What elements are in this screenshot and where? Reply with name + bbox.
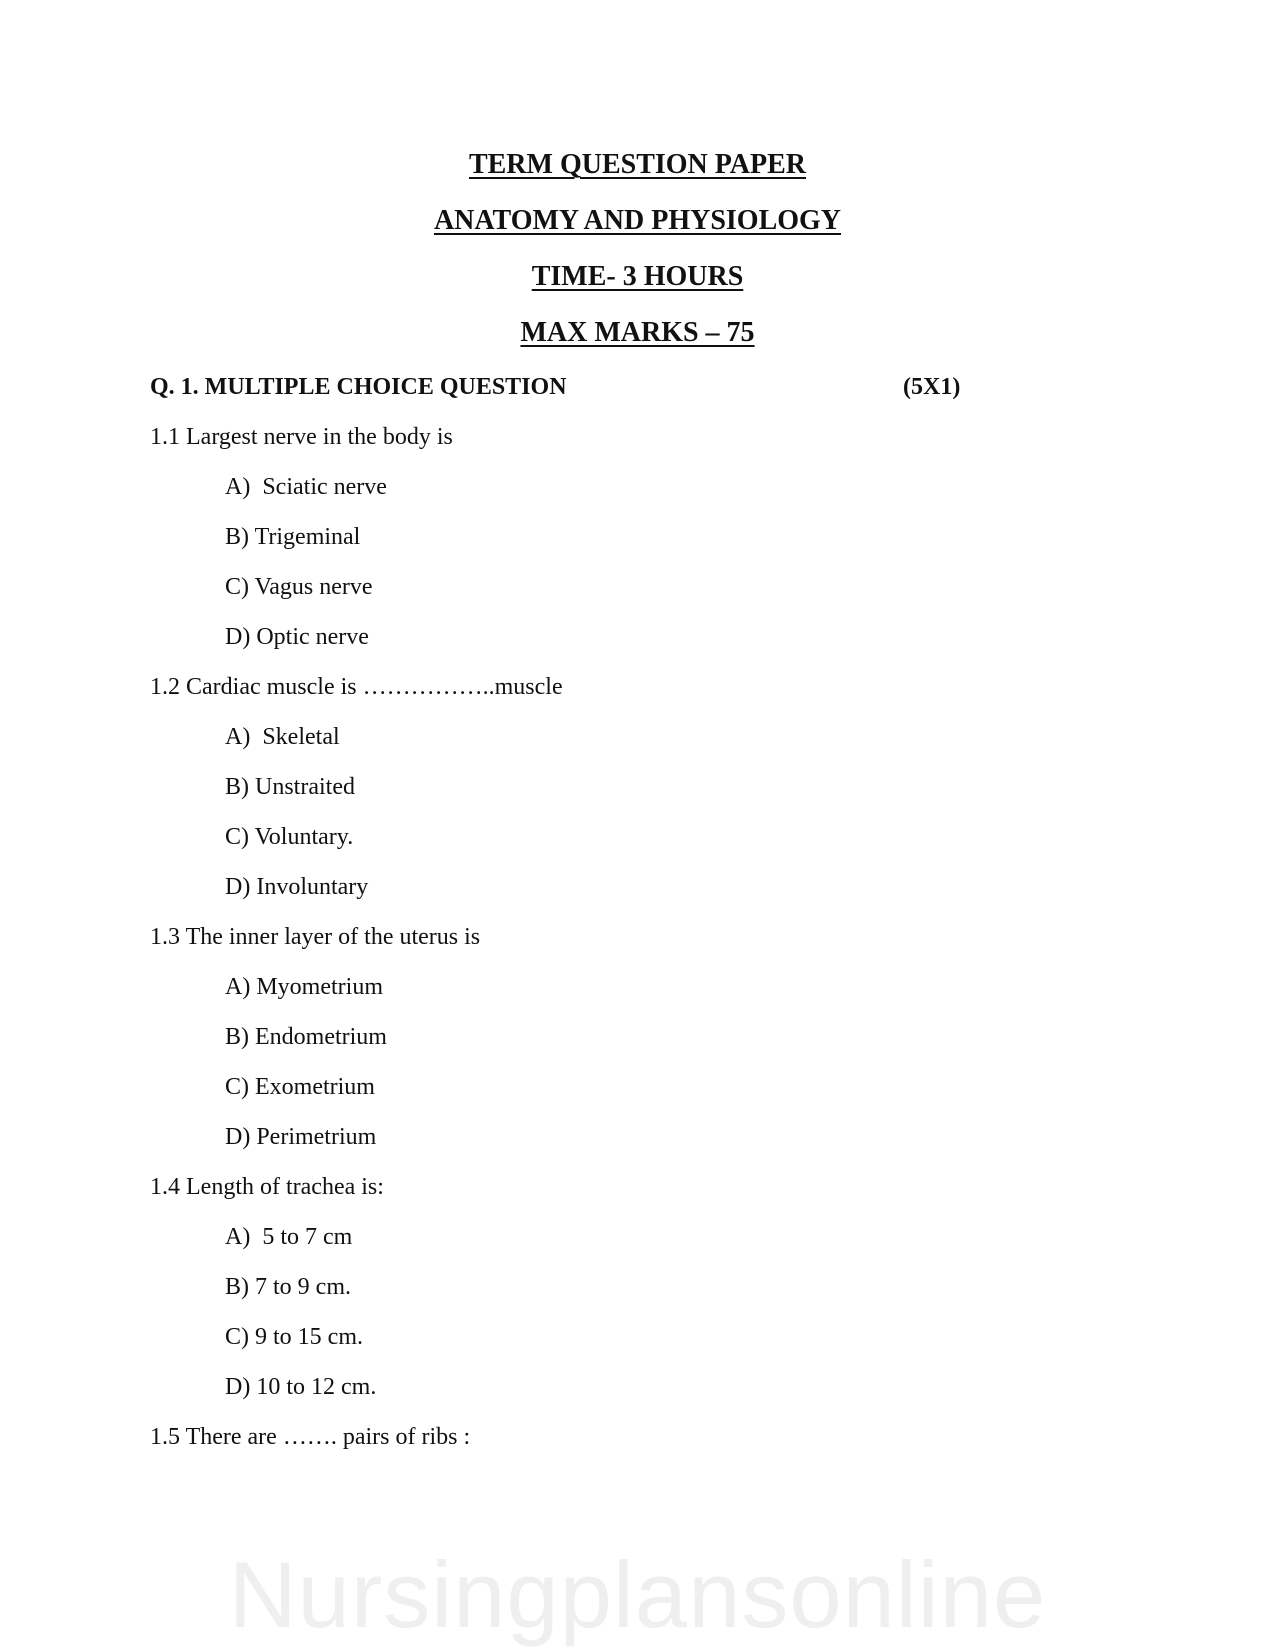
option-1-1-b: B) Trigeminal xyxy=(225,524,361,550)
watermark: Nursingplansonline xyxy=(228,1542,1047,1647)
max-marks: MAX MARKS – 75 xyxy=(520,317,755,348)
option-1-1-c: C) Vagus nerve xyxy=(225,574,373,600)
option-1-2-b: B) Unstraited xyxy=(225,774,355,800)
section-title: Q. 1. MULTIPLE CHOICE QUESTION xyxy=(150,374,567,400)
option-1-4-d: D) 10 to 12 cm. xyxy=(225,1374,377,1400)
option-1-4-a: A) 5 to 7 cm xyxy=(225,1224,353,1250)
option-1-2-a: A) Skeletal xyxy=(225,724,340,750)
question-1-4: 1.4 Length of trachea is: xyxy=(150,1174,384,1200)
option-1-4-b: B) 7 to 9 cm. xyxy=(225,1274,351,1300)
question-1-2: 1.2 Cardiac muscle is ……………..muscle xyxy=(150,674,563,700)
option-1-3-a: A) Myometrium xyxy=(225,974,383,1000)
option-1-3-d: D) Perimetrium xyxy=(225,1124,377,1150)
question-1-3: 1.3 The inner layer of the uterus is xyxy=(150,924,481,950)
option-1-3-c: C) Exometrium xyxy=(225,1074,375,1100)
time-allowed: TIME- 3 HOURS xyxy=(531,261,744,292)
option-1-3-b: B) Endometrium xyxy=(225,1024,387,1050)
question-1-5: 1.5 There are ……. pairs of ribs : xyxy=(150,1424,471,1450)
question-1-1: 1.1 Largest nerve in the body is xyxy=(150,424,453,450)
section-marks: (5X1) xyxy=(903,374,961,400)
option-1-1-a: A) Sciatic nerve xyxy=(225,474,387,500)
option-1-4-c: C) 9 to 15 cm. xyxy=(225,1324,363,1350)
paper-title: TERM QUESTION PAPER xyxy=(468,149,807,180)
option-1-1-d: D) Optic nerve xyxy=(225,624,369,650)
option-1-2-c: C) Voluntary. xyxy=(225,824,354,850)
subject-title: ANATOMY AND PHYSIOLOGY xyxy=(433,205,842,236)
option-1-2-d: D) Involuntary xyxy=(225,874,369,900)
